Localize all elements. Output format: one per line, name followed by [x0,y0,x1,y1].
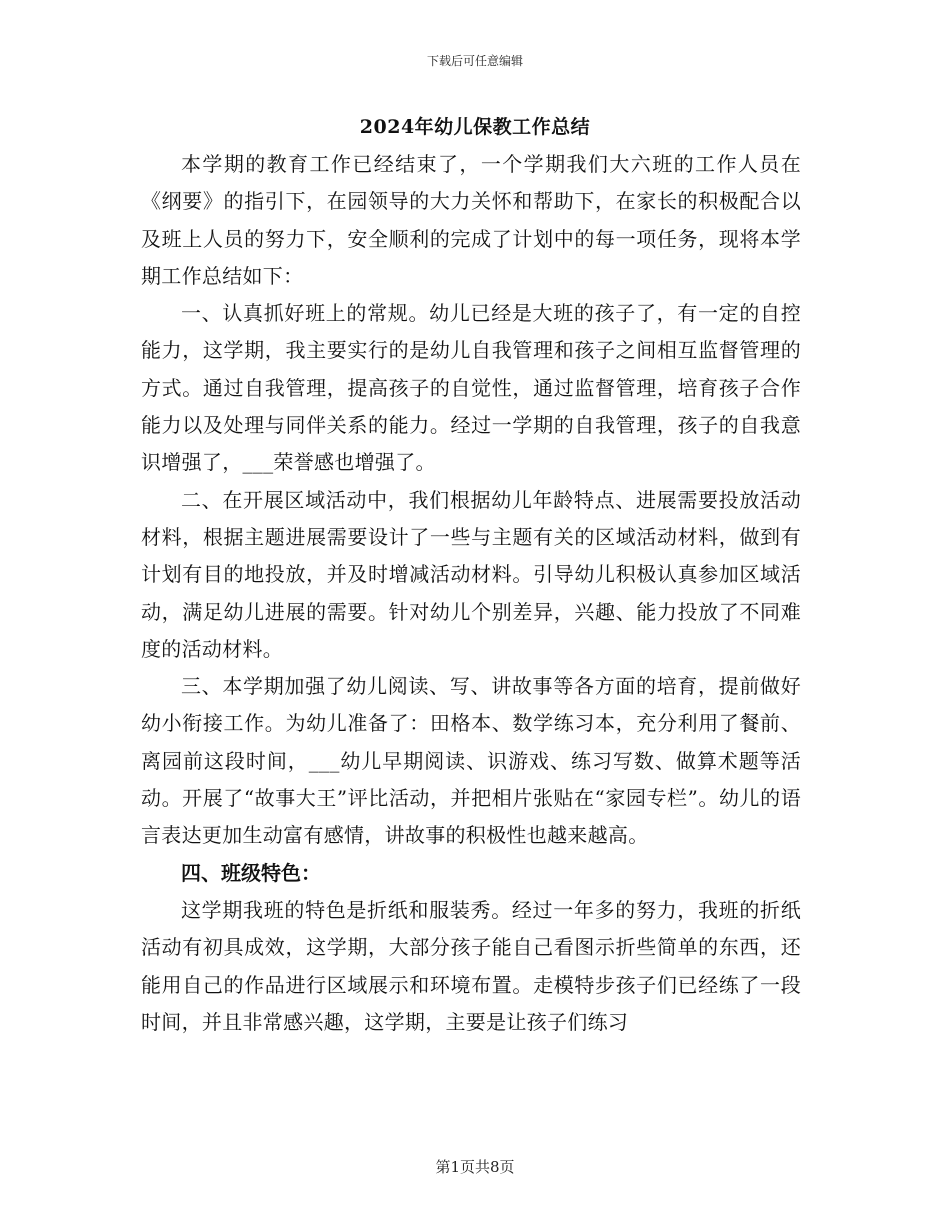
intro-paragraph: 本学期的教育工作已经结束了，一个学期我们大六班的工作人员在《纲要》的指引下，在园领导的大力关怀和帮助下，在家长的积极配合以及班上人员的努力下，安全顺利的完成了计划中的每一项任务，现将本学期工作总结如下： [141,152,801,288]
section-four-heading: 四、班级特色： [181,860,321,885]
header-note: 下载后可任意编辑 [426,54,523,68]
section-two-paragraph: 二、在开展区域活动中，我们根据幼儿年龄特点、进展需要投放活动材料，根据主题进展需要设计了一些与主题有关的区域活动材料，做到有计划有目的地投放，并及时增减活动材料。引导幼儿积极认真参加区域活动，满足幼儿进展的需要。针对幼儿个别差异，兴趣、能力投放了不同难度的活动材料。 [141,487,801,661]
section-one-paragraph: 一、认真抓好班上的常规。幼儿已经是大班的孩子了，有一定的自控能力，这学期，我主要实行的是幼儿自我管理和孩子之间相互监督管理的方式。通过自我管理，提高孩子的自觉性，通过监督管理，培育孩子合作能力以及处理与同伴关系的能力。经过一学期的自我管理，孩子的自我意识增强了，___荣誉感也增强了。 [141,301,801,475]
page-number: 第1页共8页 [435,1158,515,1176]
document-body [141,146,801,1041]
section-three-paragraph: 三、本学期加强了幼儿阅读、写、讲故事等各方面的培育，提前做好幼小衔接工作。为幼儿准备了：田格本、数学练习本，充分利用了餐前、离园前这段时间，___幼儿早期阅读、识游戏、练习写数、做算术题等活动。开展了“故事大王”评比活动，并把相片张贴在“家园专栏”。幼儿的语言表达更加生动富有感情，讲故事的积极性也越来越高。 [141,674,801,848]
section-four-paragraph: 这学期我班的特色是折纸和服装秀。经过一年多的努力，我班的折纸活动有初具成效，这学期，大部分孩子能自己看图示折些简单的东西，还能用自己的作品进行区域展示和环境布置。走模特步孩子们已经练了一段时间，并且非常感兴趣，这学期，主要是让孩子们练习 [141,897,801,1034]
document-title: 2024年幼儿保教工作总结 [359,116,591,138]
